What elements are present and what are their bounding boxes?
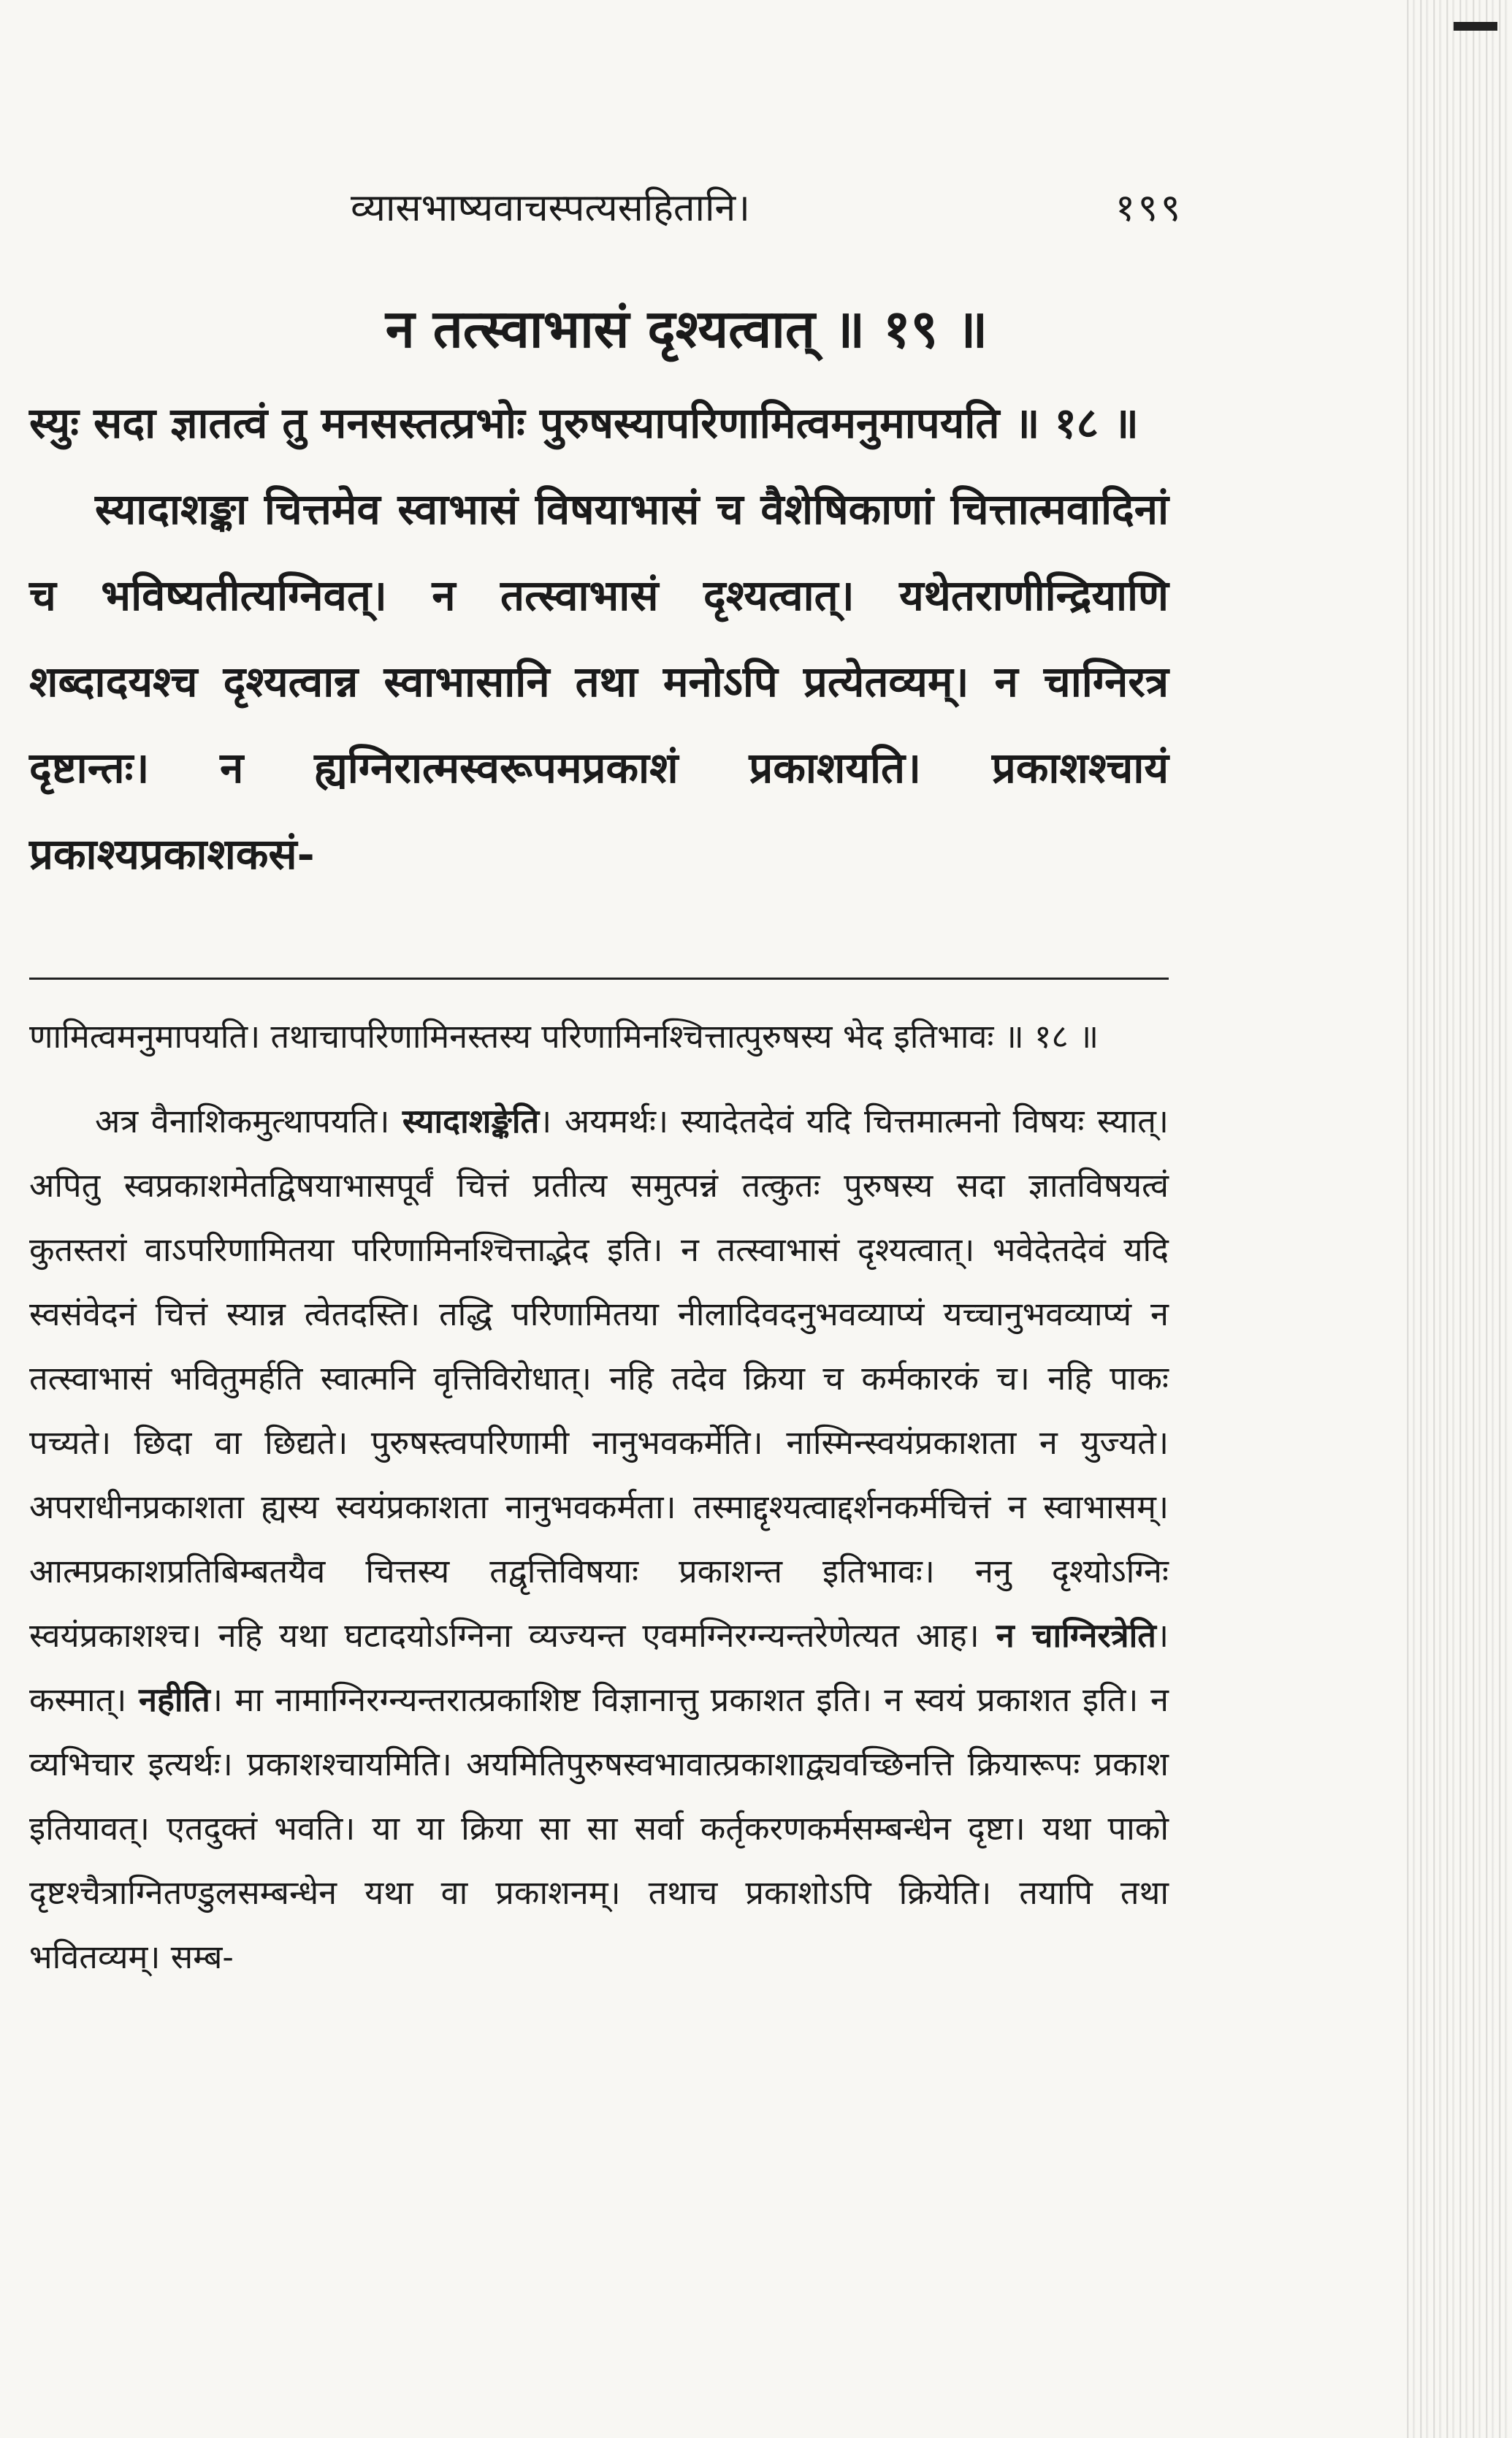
pratika-keyword: नहीति [138, 1680, 210, 1719]
running-title: व्यासभाष्यवाचस्पत्यसहितानि। [351, 186, 750, 230]
scan-gutter [1402, 0, 1512, 2438]
bhashya-commentary [29, 380, 1169, 897]
page-number: १९९ [1115, 186, 1183, 230]
scan-mark [1454, 22, 1497, 31]
page-header [351, 175, 1183, 241]
tika-text: । मा नामाग्निरग्न्यन्तरात्प्रकाशिष्ट विज्ञानात्तु प्रकाशत इति। न स्वयं प्रकाशत इति। न व्यभिचार इत्यर्थः। प्रकाशश्चायमिति। अयमितिपुरुषस्वभावात्प्रकाशाद्व्यवच्छिनत्ति क्रियारूपः प्रकाश इतियावत्। एतदुक्तं भवति। या या क्रिया सा सा सर्वा कर्तृकरणकर्मसम्बन्धेन दृष्टा। यथा पाको दृष्टश्चैत्राग्नितण्डुलसम्बन्धेन यथा वा प्रकाशनम्। तथाच प्रकाशोऽपि क्रियेति। तयापि तथा भवितव्यम्। सम्ब- [29, 1680, 1169, 1976]
bhashya-paragraph-1: स्युः सदा ज्ञातत्वं तु मनसस्तत्प्रभोः पुरुषस्यापरिणामित्वमनुमापयति ॥ १८ ॥ [29, 398, 1139, 448]
bhashya-paragraph-2: स्यादाशङ्का चित्तमेव स्वाभासं विषयाभासं च वैशेषिकाणां चित्तात्मवादिनां च भविष्यतीत्यग्निवत्। न तत्स्वाभासं दृश्यत्वात्। यथेतराणीन्द्रियाणि शब्दादयश्च दृश्यत्वान्न स्वाभासानि तथा मनोऽपि प्रत्येतव्यम्। न चाग्निरत्र दृष्टान्तः। न ह्यग्निरात्मस्वरूपमप्रकाशं प्रकाशयति। प्रकाशश्चायं प्रकाश्यप्रकाशकसं- [29, 484, 1169, 879]
sutra-heading: न तत्स्वाभासं दृश्यत्वात् ॥ १९ ॥ [385, 297, 988, 359]
tika-commentary [29, 1005, 1169, 1989]
pratika-keyword: स्यादाशङ्केति [402, 1102, 540, 1140]
tika-paragraph-1: णामित्वमनुमापयति। तथाचापरिणामिनस्तस्य परिणामिनश्चित्तात्पुरुषस्य भेद इतिभावः ॥ १८ ॥ [29, 1017, 1099, 1056]
divider-rule [29, 978, 1169, 980]
tika-text: । कस्मात्। [29, 1616, 1169, 1719]
tika-text: । अयमर्थः। स्यादेतदेवं यदि चित्तमात्मनो विषयः स्यात्। अपितु स्वप्रकाशमेतद्विषयाभासपूर्वं चित्तं प्रतीत्य समुत्पन्नं तत्कुतः पुरुषस्य सदा ज्ञातविषयत्वं कुतस्तरां वाऽपरिणामितया परिणामिनश्चित्ताद्भेद इति। न तत्स्वाभासं दृश्यत्वात्। भवेदेतदेवं यदि स्वसंवेदनं चित्तं स्यान्न त्वेतदस्ति। तद्धि परिणामितया नीलादिवदनुभवव्याप्यं यच्चानुभवव्याप्यं न तत्स्वाभासं भवितुमर्हति स्वात्मनि वृत्तिविरोधात्। नहि तदेव क्रिया च कर्मकारकं च। नहि पाकः पच्यते। छिदा वा छिद्यते। पुरुषस्त्वपरिणामी नानुभवकर्मेति। नास्मिन्स्वयंप्रकाशता न युज्यते। अपराधीनप्रकाशता ह्यस्य स्वयंप्रकाशता नानुभवकर्मता। तस्माद्दृश्यत्वाद्दर्शनकर्मचित्तं न स्वाभासम्। आत्मप्रकाशप्रतिबिम्बतयैव चित्तस्य तद्वृत्तिविषयाः प्रकाशन्त इतिभावः। ननु दृश्योऽग्निः स्वयंप्रकाशश्च। नहि यथा घटादयोऽग्निना व्यज्यन्त एवमग्निरग्न्यन्तरेणेत्यत आह। [29, 1102, 1169, 1655]
pratika-keyword: न चाग्निरत्रेति [996, 1616, 1156, 1655]
tika-text: अत्र वैनाशिकमुत्थापयति। [95, 1102, 390, 1140]
tika-paragraph-2 [29, 1089, 1169, 1989]
